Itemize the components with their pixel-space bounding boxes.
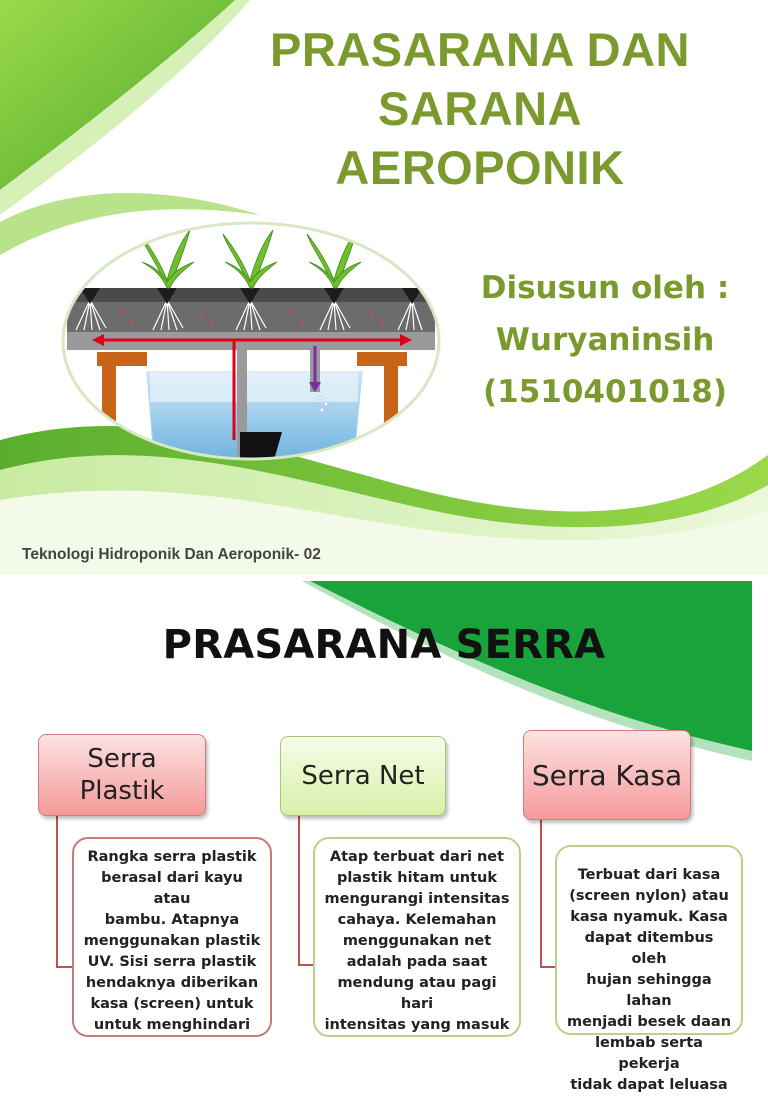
description-line: plastik hitam untuk bbox=[336, 870, 498, 886]
connector-line-3b bbox=[540, 966, 556, 968]
serra-plastik-description bbox=[72, 837, 272, 1037]
slide-title: PRASARANA SERRA bbox=[162, 622, 606, 668]
slide-footer: Teknologi Hidroponik Dan Aeroponik- 02 bbox=[22, 546, 321, 563]
description-line: Atap terbuat dari net bbox=[329, 849, 505, 865]
description-line: dapat ditembus oleh bbox=[584, 930, 714, 967]
description-line: cahaya. Kelemahan bbox=[337, 912, 497, 928]
description-line: Rangka serra plastik bbox=[87, 849, 257, 865]
description-line: kasa (screen) untuk bbox=[90, 996, 254, 1012]
author-name: Wuryaninsih bbox=[495, 322, 715, 358]
heading-line: Serra Net bbox=[301, 761, 425, 791]
description-line: lembab serta pekerja bbox=[595, 1035, 703, 1072]
title-line: SARANA bbox=[377, 82, 583, 135]
connector-line-1 bbox=[56, 815, 58, 967]
description-line: kasa nyamuk. Kasa bbox=[570, 909, 728, 925]
title-line: PRASARANA DAN bbox=[270, 23, 690, 76]
heading-line: Plastik bbox=[79, 776, 165, 806]
description-line: hendaknya diberikan bbox=[85, 975, 259, 991]
description-line: intensitas yang masuk bbox=[324, 1017, 510, 1033]
description-line: tidak dapat leluasa bbox=[570, 1077, 728, 1093]
content-slide bbox=[0, 575, 768, 1093]
description-line: menjadi besek daan bbox=[566, 1014, 732, 1030]
serra-net-heading bbox=[280, 736, 446, 816]
aeroponic-diagram-image bbox=[62, 222, 440, 460]
connector-line-3 bbox=[540, 819, 542, 967]
description-line: UV. Sisi serra plastik bbox=[87, 954, 257, 970]
presentation-title bbox=[230, 20, 730, 197]
author-block bbox=[470, 262, 740, 418]
description-line: mendung atau pagi hari bbox=[337, 975, 497, 1012]
serra-net-description bbox=[313, 837, 521, 1037]
serra-kasa-heading bbox=[523, 730, 691, 820]
aeroponic-system-illustration bbox=[62, 222, 440, 460]
description-line: menggunakan net bbox=[342, 933, 492, 949]
description-line: menggunakan plastik bbox=[83, 933, 261, 949]
heading-line: Serra Kasa bbox=[531, 758, 683, 792]
serra-plastik-heading bbox=[38, 734, 206, 816]
author-label: Disusun oleh : bbox=[480, 270, 730, 306]
title-line: AEROPONIK bbox=[335, 141, 625, 194]
description-line: hujan sehingga lahan bbox=[586, 972, 712, 1009]
description-line: mengurangi intensitas bbox=[324, 891, 510, 907]
description-line: berasal dari kayu atau bbox=[101, 870, 243, 907]
description-line: bambu. Atapnya bbox=[104, 912, 240, 928]
description-line: Terbuat dari kasa bbox=[577, 867, 721, 883]
connector-line-2 bbox=[298, 815, 300, 965]
author-id: (1510401018) bbox=[482, 374, 728, 410]
serra-kasa-description bbox=[555, 845, 743, 1093]
description-line: adalah pada saat bbox=[346, 954, 488, 970]
description-line: (screen nylon) atau bbox=[569, 888, 729, 904]
description-line: untuk menghindari bbox=[93, 1017, 251, 1033]
heading-line: Serra bbox=[87, 744, 157, 774]
